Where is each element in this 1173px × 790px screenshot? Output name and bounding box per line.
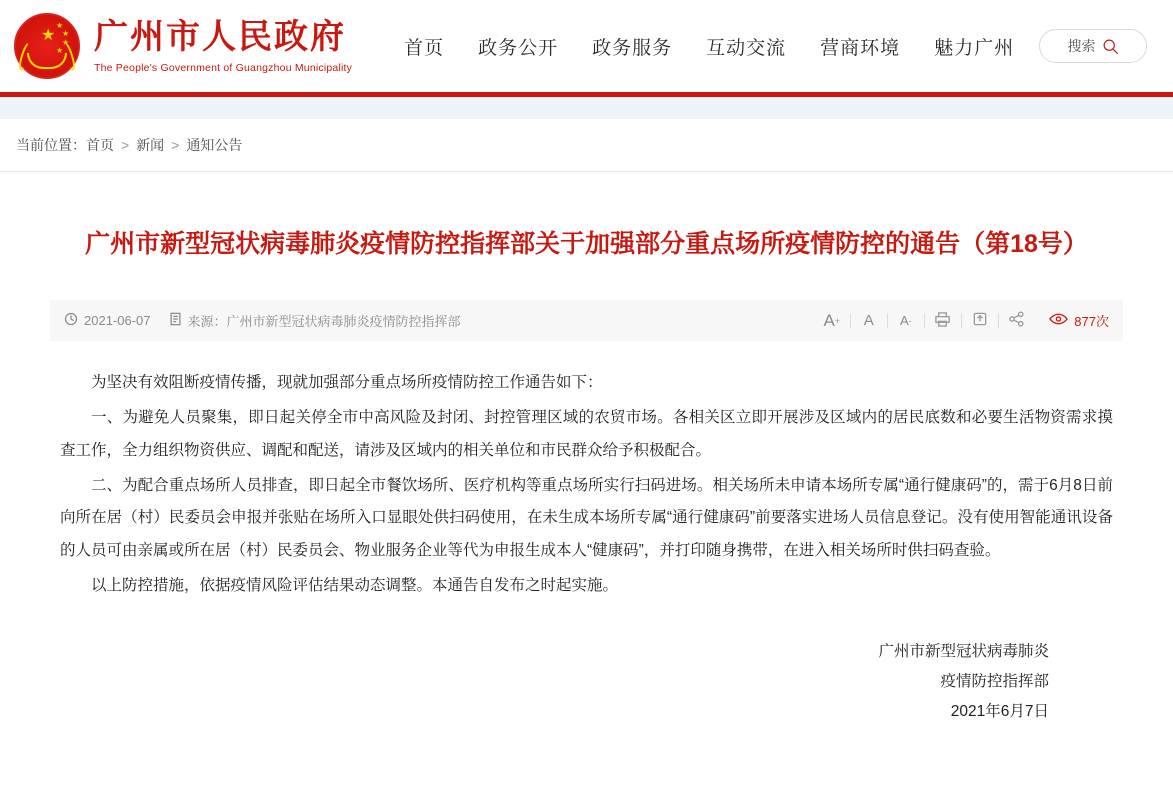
article-paragraph-4: 以上防控措施，依据疫情风险评估结果动态调整。本通告自发布之时起实施。 <box>91 577 619 595</box>
search-label: 搜索 <box>1067 38 1096 54</box>
article-signature <box>60 637 1113 728</box>
font-large-sup: + <box>834 315 841 326</box>
font-medium-label: A <box>863 312 874 329</box>
header-sub-bar <box>0 97 1173 119</box>
article-source <box>169 311 461 330</box>
nav-item-affairs-open[interactable]: 政务公开 <box>478 37 559 59</box>
article-date-text: 2021-06-07 <box>84 313 151 328</box>
font-small-label: A <box>899 313 909 328</box>
breadcrumb-item-notice[interactable]: 通知公告 <box>186 137 243 153</box>
search-button[interactable] <box>1039 29 1147 63</box>
site-title <box>94 18 352 73</box>
breadcrumb-prefix: 当前位置： <box>16 137 86 153</box>
printer-icon <box>934 311 951 330</box>
article-date <box>64 312 151 329</box>
breadcrumb <box>16 135 242 155</box>
view-count <box>1049 311 1109 330</box>
main-nav <box>404 33 1039 60</box>
nav-item-interaction[interactable]: 互动交流 <box>706 37 787 59</box>
site-name-en: The People's Government of Guangzhou Municipality <box>94 61 353 74</box>
font-small-sup: - <box>908 315 912 326</box>
view-count-text: 877次 <box>1074 314 1109 329</box>
document-icon <box>169 312 182 329</box>
page-title: 广州市新型冠状病毒肺炎疫情防控指挥部关于加强部分重点场所疫情防控的通告（第18号） <box>85 230 1088 258</box>
article-paragraph-1: 为坚决有效阻断疫情传播，现就加强部分重点场所疫情防控工作通告如下： <box>91 374 603 391</box>
article-meta-bar <box>50 300 1123 341</box>
nav-item-home[interactable]: 首页 <box>404 37 445 59</box>
nav-item-affairs-service[interactable]: 政务服务 <box>592 37 673 59</box>
nav-item-charming-gz[interactable]: 魅力广州 <box>934 37 1015 59</box>
article-paragraph-2: 一、为避免人员聚集，即日起关停全市中高风险及封闭、封控管理区域的农贸市场。各相关区立即开展涉及区域内的居民底数和必要生活物资需求摸查工作，全力组织物资供应、调配和配送，请涉及区域内的相关单位和市民群众给予积极配合。 <box>60 408 1113 459</box>
signature-date: 2021年6月7日 <box>950 703 1049 721</box>
font-size-small-button[interactable] <box>887 313 924 328</box>
emblem-star-main: ★ <box>41 27 56 44</box>
emblem-star-4: ★ <box>56 46 64 55</box>
emblem-star-1: ★ <box>56 21 64 30</box>
print-button[interactable] <box>924 311 961 330</box>
eye-icon <box>1049 312 1068 329</box>
breadcrumb-bar <box>0 119 1173 172</box>
national-emblem-icon <box>14 13 80 79</box>
breadcrumb-separator-1: > <box>121 137 130 153</box>
copy-button[interactable] <box>961 311 998 330</box>
signature-line-1: 广州市新型冠状病毒肺炎 <box>878 643 1049 661</box>
font-size-large-button[interactable] <box>813 311 850 331</box>
search-icon <box>1102 38 1119 55</box>
clock-icon <box>64 312 78 329</box>
share-icon <box>1008 311 1025 330</box>
breadcrumb-item-news[interactable]: 新闻 <box>136 137 165 153</box>
font-large-label: A <box>823 310 835 330</box>
nav-item-business-env[interactable]: 营商环境 <box>820 37 901 59</box>
site-name-cn: 广州市人民政府 <box>94 19 346 57</box>
share-button[interactable] <box>998 311 1035 330</box>
article <box>0 224 1173 728</box>
article-tools <box>813 311 1109 331</box>
breadcrumb-separator-2: > <box>171 137 180 153</box>
article-body <box>50 341 1123 728</box>
site-logo[interactable] <box>14 13 352 79</box>
emblem-star-2: ★ <box>62 29 70 38</box>
emblem-star-3: ★ <box>62 38 70 47</box>
article-meta-left <box>64 311 461 330</box>
article-source-text: 来源：广州市新型冠状病毒肺炎疫情防控指挥部 <box>187 314 461 329</box>
signature-line-2: 疫情防控指挥部 <box>940 673 1049 691</box>
font-size-medium-button[interactable] <box>850 312 887 329</box>
emblem-gear <box>27 53 67 69</box>
breadcrumb-item-home[interactable]: 首页 <box>86 137 114 153</box>
copy-icon <box>972 311 988 330</box>
site-header <box>0 0 1173 92</box>
article-paragraph-3: 二、为配合重点场所人员排查，即日起全市餐饮场所、医疗机构等重点场所实行扫码进场。相关场所未申请本场所专属“通行健康码”的，需于6月8日前向所在居（村）民委员会申报并张贴在场所入口显眼处供扫码使用，在未生成本场所专属“通行健康码”前要落实进场人员信息登记。没有使用智能通讯设备的人员可由亲属或所在居（村）民委员会、物业服务企业等代为申报生成本人“健康码”，并打印随身携带，在进入相关场所时供扫码查验。 <box>60 476 1113 560</box>
